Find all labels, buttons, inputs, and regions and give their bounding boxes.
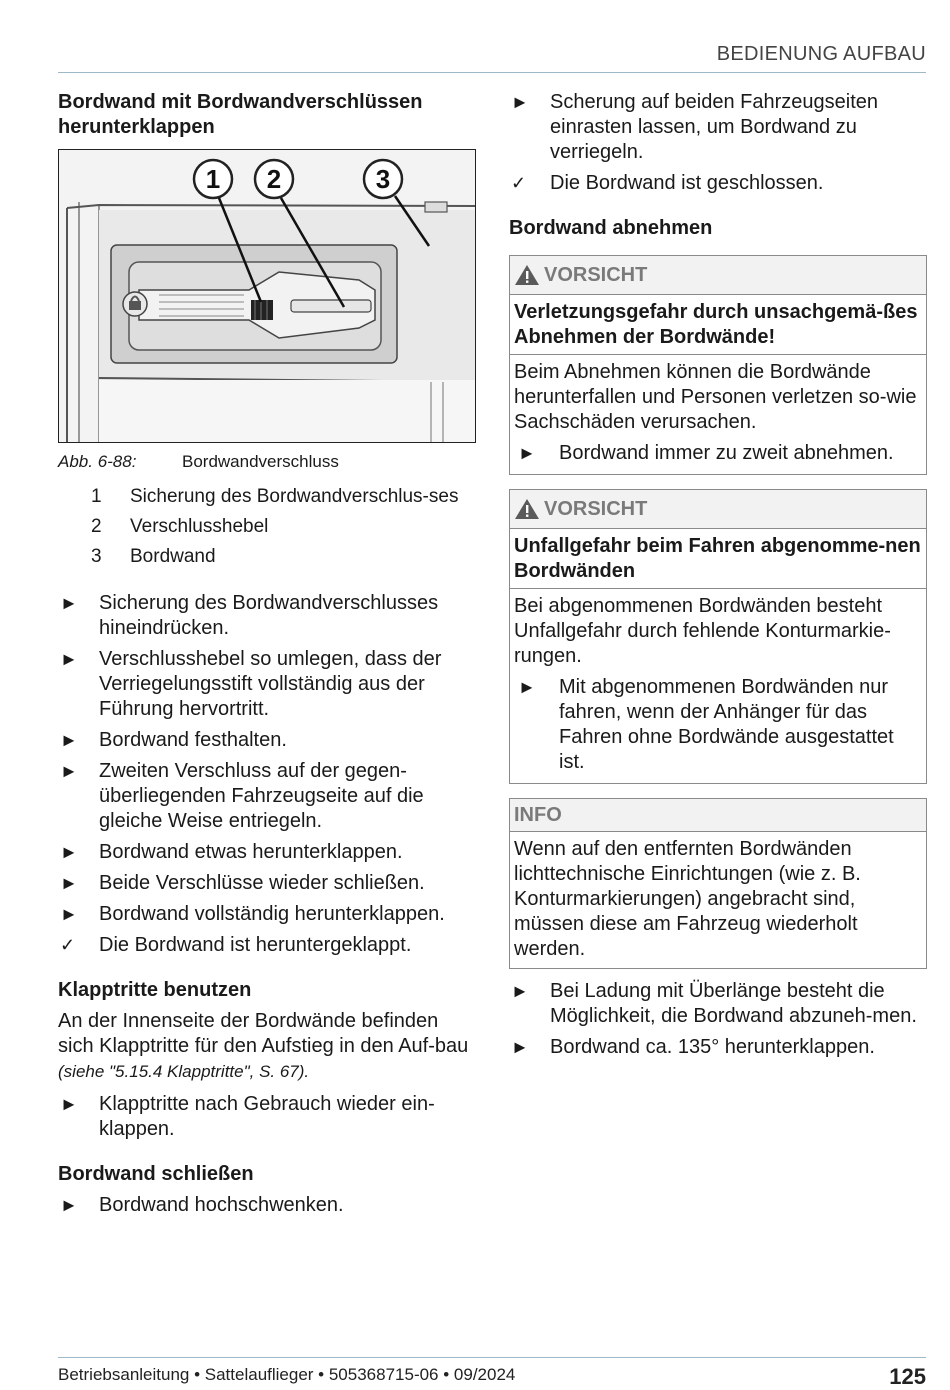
- caution-title: Unfallgefahr beim Fahren abgenomme-nen Bordwänden: [510, 529, 926, 589]
- step-item: ► Zweiten Verschluss auf der gegen-überliegenden Fahrzeugseite auf die gleiche Weise entriegeln.: [60, 760, 424, 832]
- caution-header: [510, 490, 926, 529]
- info-label: INFO: [514, 803, 562, 826]
- page-footer: [58, 1357, 926, 1389]
- cross-reference: (siehe "5.15.4 Klapptritte", S. 67).: [58, 1062, 310, 1081]
- caution-text: Bei abgenommenen Bordwänden besteht Unfallgefahr durch fehlende Konturmarkie-rungen.: [514, 595, 891, 667]
- legend-item: 1 Sicherung des Bordwandverschlus-ses: [91, 486, 459, 507]
- legend-item: 3 Bordwand: [91, 546, 216, 567]
- caution-box: [509, 255, 927, 475]
- warning-triangle-icon: [514, 263, 540, 287]
- step-item: ► Bordwand festhalten.: [60, 729, 287, 751]
- heading-bordwand-abnehmen: Bordwand abnehmen: [509, 217, 713, 239]
- page-header: [58, 42, 926, 73]
- page-number: 125: [889, 1364, 926, 1389]
- heading-bordwand-schliessen: Bordwand schließen: [58, 1163, 254, 1185]
- heading-klapptritte: Klapptritte benutzen: [58, 979, 252, 1001]
- step-item: ► Verschlusshebel so umlegen, dass der Verriegelungsstift vollständig aus der Führung hervortritt.: [60, 648, 442, 720]
- figure-caption: [58, 451, 476, 473]
- step-item: ► Scherung auf beiden Fahrzeugseiten einrasten lassen, um Bordwand zu verriegeln.: [511, 91, 879, 163]
- caution-text: Beim Abnehmen können die Bordwände herunterfallen und Personen verletzen so-wie Sachschäden verursachen.: [514, 361, 917, 433]
- caution-body: [510, 589, 926, 783]
- caution-step: ► Mit abgenommenen Bordwänden nur fahren, wenn der Anhänger für das Fahren ohne Bordwände ausgestattet ist.: [518, 676, 894, 773]
- result-item: ✓ Die Bordwand ist heruntergeklappt.: [60, 934, 412, 956]
- caution-step: ► Bordwand immer zu zweit abnehmen.: [518, 442, 894, 464]
- paragraph-klapptritte: An der Innenseite der Bordwände befinden sich Klapptritte für den Aufstieg in den Auf-bau (siehe "5.15.4 Klapptritte", S. 67).: [58, 1010, 469, 1081]
- caution-label: VORSICHT: [544, 263, 648, 286]
- step-item: ► Bordwand ca. 135° herunterklappen.: [511, 1036, 875, 1058]
- info-text: Wenn auf den entfernten Bordwänden lichttechnische Einrichtungen (wie z. B. Konturmarkierungen) angebracht sind, müssen diese am Fahrzeug wiederholt werden.: [514, 838, 861, 960]
- caption-text: Bordwandverschluss: [182, 452, 339, 471]
- callout-2: 2: [266, 164, 282, 194]
- info-body: [510, 832, 926, 962]
- step-item: ► Bordwand vollständig herunterklappen.: [60, 903, 445, 925]
- right-column: [509, 90, 927, 1066]
- callout-1: 1: [205, 164, 221, 194]
- latch-illustration: [59, 150, 475, 442]
- caution-body: [510, 355, 926, 474]
- info-header: [510, 799, 926, 832]
- caution-header: [510, 256, 926, 295]
- caption-label: Abb. 6-88:: [58, 452, 137, 471]
- callout-3: 3: [375, 164, 391, 194]
- caution-box: [509, 489, 927, 784]
- info-box: [509, 798, 927, 969]
- left-column: [58, 90, 476, 1224]
- step-item: ► Sicherung des Bordwandverschlusses hineindrücken.: [60, 592, 439, 639]
- step-item: ► Bei Ladung mit Überlänge besteht die Möglichkeit, die Bordwand abzuneh-men.: [511, 980, 917, 1027]
- step-item: ► Klapptritte nach Gebrauch wieder ein-klappen.: [60, 1093, 435, 1140]
- caution-label: VORSICHT: [544, 497, 648, 520]
- section-title: BEDIENUNG AUFBAU: [716, 43, 926, 65]
- step-list: [58, 591, 476, 958]
- figure-legend: [58, 485, 476, 569]
- result-item: ✓ Die Bordwand ist geschlossen.: [511, 172, 824, 194]
- figure-bordwandverschluss: [58, 149, 476, 443]
- legend-item: 2 Verschlusshebel: [91, 516, 269, 537]
- step-item: ► Beide Verschlüsse wieder schließen.: [60, 872, 425, 894]
- step-item: ► Bordwand etwas herunterklappen.: [60, 841, 403, 863]
- caution-title: Verletzungsgefahr durch unsachgemä-ßes Abnehmen der Bordwände!: [510, 295, 926, 355]
- step-item: ► Bordwand hochschwenken.: [60, 1194, 344, 1216]
- footer-text: Betriebsanleitung • Sattelauflieger • 505368715-06 • 09/2024: [58, 1365, 516, 1384]
- warning-triangle-icon: [514, 497, 540, 521]
- heading-bordwand-herunterklappen: Bordwand mit Bordwandverschlüssen herunterklappen: [58, 91, 423, 138]
